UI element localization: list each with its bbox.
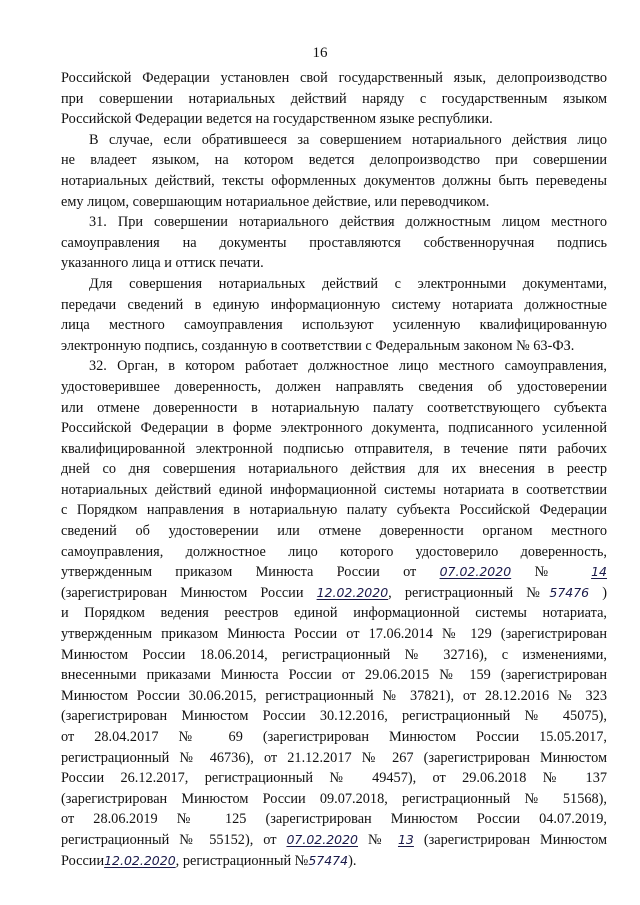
text-line: удостоверившее доверенность, должен направлять сведения об удостоверении [61, 378, 607, 395]
text-line: Для совершения нотариальных действий с электронными документами, [89, 275, 607, 292]
text-line: Минюстом России 18.06.2014, регистрационный № 32716), с изменениями, [61, 646, 607, 663]
handwritten-number: 13 [397, 831, 414, 847]
text-line: 32. Орган, в котором работает должностное лицо местного самоуправления, [89, 358, 607, 375]
number-sign: № [526, 584, 550, 601]
line-text: ) [602, 584, 607, 601]
text-line: дней со дня совершения нотариального действия для их внесения в реестр [61, 461, 607, 478]
document-body [61, 68, 607, 871]
text-line-with-handwriting [61, 851, 607, 872]
line-text: ). [348, 852, 357, 869]
text-line-with-handwriting [61, 562, 607, 583]
line-text: (зарегистрирован Минюстом России [61, 584, 304, 601]
text-line: России 26.12.2017, регистрационный № 49457), от 29.06.2018 № 137 [61, 770, 607, 787]
text-line: (зарегистрирован Минюстом России 09.07.2018, регистрационный № 51568), [61, 790, 607, 807]
text-line: или отмене доверенности в нотариальную палату соответствующего субъекта [61, 399, 607, 416]
text-line: 31. При совершении нотариального действия должностным лицом местного [89, 214, 607, 231]
text-line: указанного лица и оттиск печати. [61, 255, 264, 272]
handwritten-number: 57474 [308, 852, 349, 868]
text-line: самоуправления, должностное лицо которого удостоверило доверенность, [61, 543, 607, 560]
text-line: от 28.04.2017 № 69 (зарегистрирован Минюстом России 15.05.2017, [61, 729, 607, 745]
page-number: 16 [312, 45, 328, 61]
handwritten-date: 07.02.2020 [286, 831, 359, 847]
line-text: утвержденным приказом Минюста России от [61, 564, 417, 581]
text-line-with-handwriting [61, 583, 607, 604]
handwritten-number: 14 [591, 564, 608, 580]
text-line: электронную подпись, созданную в соответствии с Федеральным законом № 63-ФЗ. [61, 337, 575, 354]
handwritten-number: 57476 [549, 584, 590, 600]
text-line: Российской Федерации в форме электронного документа, подписанного усиленной [61, 420, 607, 437]
line-text: регистрационный № 55152), от [61, 831, 277, 848]
handwritten-date: 12.02.2020 [104, 852, 176, 868]
text-line: В случае, если обратившееся за совершением нотариального действия лицо [89, 131, 607, 148]
text-line: не владеет языком, на котором ведется делопроизводство при совершении [61, 152, 607, 169]
text-line: передачи сведений в единую информационную систему нотариата должностные [61, 296, 607, 313]
text-line: от 28.06.2019 № 125 (зарегистрирован Минюстом России 04.07.2019, [61, 811, 607, 828]
text-line: нотариальных действий, тексты оформленных документов должны быть переведены [61, 172, 607, 189]
number-sign: № [367, 831, 389, 848]
text-line: (зарегистрирован Минюстом России 30.12.2016, регистрационный № 45075), [61, 708, 607, 725]
text-line-with-handwriting [61, 830, 607, 851]
text-line: нотариальных действий единой информационной системы нотариата в соответствии [61, 481, 607, 498]
handwritten-date: 07.02.2020 [439, 564, 512, 580]
text-line: Российской Федерации ведется на государственном языке республики. [61, 111, 493, 128]
line-text: , регистрационный № [175, 852, 309, 869]
text-line: лица местного самоуправления используют усиленную квалифицированную [61, 317, 607, 334]
text-line: квалифицированной электронной подписью отправителя, в течение пяти рабочих [61, 440, 607, 457]
number-sign: № [534, 564, 568, 581]
line-text: России [61, 852, 105, 869]
text-line: с Порядком направления в нотариальную палату субъекта Российской Федерации [61, 502, 607, 519]
text-line: Российской Федерации установлен свой государственный язык, делопроизводство [61, 70, 607, 86]
text-line: Минюстом России 30.06.2015, регистрационный № 37821), от 28.12.2016 № 323 [61, 687, 607, 704]
line-text: (зарегистрирован Минюстом [423, 831, 608, 848]
text-line: и Порядком ведения реестров единой информационной системы нотариата, [61, 605, 607, 622]
handwritten-date: 12.02.2020 [316, 584, 389, 600]
line-text: , регистрационный [388, 584, 514, 601]
text-line: при совершении нотариальных действий наряду с государственным языком [61, 90, 607, 107]
text-line: сведений об удостоверении или отмене доверенности органом местного [61, 523, 607, 540]
text-line: самоуправления на документы проставляются собственноручная подпись [61, 234, 607, 251]
text-line: внесенными приказами Минюста России от 29.06.2015 № 159 (зарегистрирован [61, 667, 607, 684]
text-line: ему лицом, совершающим нотариальное действие, или переводчиком. [61, 193, 490, 210]
text-line: регистрационный № 46736), от 21.12.2017 № 267 (зарегистрирован Минюстом [61, 749, 607, 766]
text-line: утвержденным приказом Минюста России от 17.06.2014 № 129 (зарегистрирован [61, 626, 607, 643]
